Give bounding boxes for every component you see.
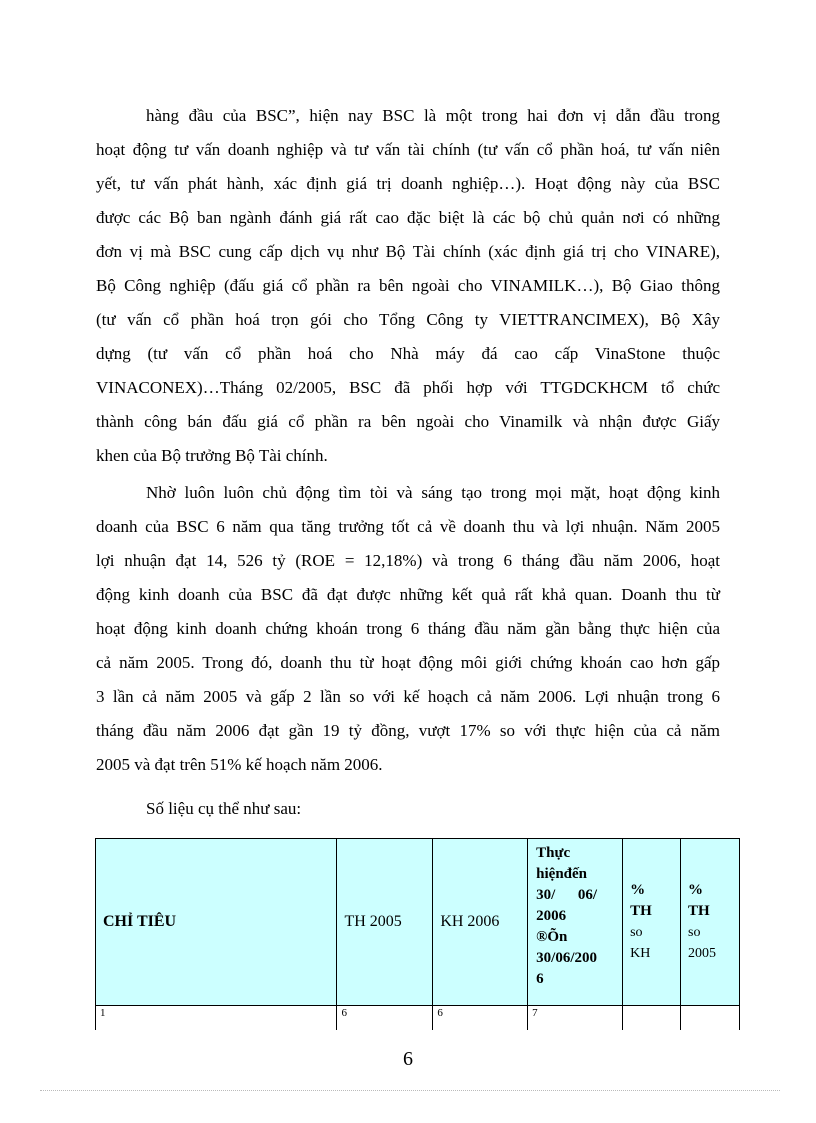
header-pct: % bbox=[630, 882, 646, 898]
table-cell: 7 bbox=[528, 1006, 623, 1031]
header-line: 30/ 06/ bbox=[536, 887, 597, 903]
text-line: dựng (tư vấn cổ phần hoá cho Nhà máy đá cao cấp VinaStone thuộc bbox=[96, 344, 720, 363]
text-line: hàng đầu của BSC”, hiện nay BSC là một trong hai đơn vị dẫn đầu trong bbox=[146, 106, 720, 125]
text-line: (tư vấn cổ phần hoá trọn gói cho Tổng Công ty VIETTRANCIMEX), Bộ Xây bbox=[96, 310, 720, 329]
table-cell bbox=[681, 1006, 740, 1031]
text-line: Bộ Công nghiệp (đấu giá cổ phần ra bên ngoài cho VINAMILK…), Bộ Giao thông bbox=[96, 276, 720, 295]
text-line: doanh của BSC 6 năm qua tăng trưởng tốt cả về doanh thu và lợi nhuận. Năm 2005 bbox=[96, 517, 720, 536]
table-cell: 1 bbox=[96, 1006, 337, 1031]
text-line: đơn vị mà BSC cung cấp dịch vụ như Bộ Tài chính (xác định giá trị cho VINARE), bbox=[96, 242, 720, 261]
text-line: tháng đầu năm 2006 đạt gần 19 tỷ đồng, vượt 17% so với thực hiện của cả năm bbox=[96, 721, 720, 740]
text-line: Nhờ luôn luôn chủ động tìm tòi và sáng tạo trong mọi mặt, hoạt động kinh bbox=[146, 483, 720, 502]
table-cell: 6 bbox=[337, 1006, 433, 1031]
header-th: TH bbox=[688, 903, 710, 919]
header-th: TH bbox=[630, 903, 652, 919]
data-table bbox=[95, 838, 740, 1030]
table-cell: 6 bbox=[433, 1006, 528, 1031]
header-line: ®Õn bbox=[536, 929, 568, 945]
text-line: 2005 và đạt trên 51% kế hoạch năm 2006. bbox=[96, 755, 383, 774]
header-so: so bbox=[630, 925, 643, 940]
header-pct-th-so-kh bbox=[623, 839, 681, 1006]
header-line: 30/06/200 bbox=[536, 950, 597, 966]
text-line: động kinh doanh của BSC đã đạt được những kết quả rất khả quan. Doanh thu từ bbox=[96, 585, 720, 604]
table-cell bbox=[623, 1006, 681, 1031]
header-line: 6 bbox=[536, 971, 544, 987]
text-line: lợi nhuận đạt 14, 526 tỷ (ROE = 12,18%) và trong 6 tháng đầu năm 2006, hoạt bbox=[96, 551, 720, 570]
text-line: được các Bộ ban ngành đánh giá rất cao đặc biệt là các bộ chủ quản nơi có những bbox=[96, 208, 720, 227]
text-line: 3 lần cả năm 2005 và gấp 2 lần so với kế hoạch cả năm 2006. Lợi nhuận trong 6 bbox=[96, 687, 720, 706]
header-th-2005: TH 2005 bbox=[337, 839, 433, 1006]
text-line: yết, tư vấn phát hành, xác định giá trị doanh nghiệp…). Hoạt động này của BSC bbox=[96, 174, 720, 193]
header-kh-2006: KH 2006 bbox=[433, 839, 528, 1006]
text-line: VINACONEX)…Tháng 02/2005, BSC đã phối hợp với TTGDCKHCM tổ chức bbox=[96, 378, 720, 397]
table-row bbox=[96, 1006, 740, 1031]
text-line: cả năm 2005. Trong đó, doanh thu từ hoạt động môi giới chứng khoán cao hơn gấp bbox=[96, 653, 720, 672]
text-line: hoạt động tư vấn doanh nghiệp và tư vấn tài chính (tư vấn cổ phần hoá, tư vấn niên bbox=[96, 140, 720, 159]
header-line: 2006 bbox=[536, 908, 567, 924]
header-pct-th-so-2005 bbox=[681, 839, 740, 1006]
header-so: so bbox=[688, 925, 701, 940]
header-kh: KH bbox=[630, 946, 651, 961]
table-header-row bbox=[96, 839, 740, 1006]
header-2005: 2005 bbox=[688, 946, 717, 961]
header-line: Thực bbox=[536, 845, 571, 861]
text-line: thành công bán đấu giá cổ phần ra bên ngoài cho Vinamilk và nhận được Giấy bbox=[96, 412, 720, 431]
text-line: khen của Bộ trưởng Bộ Tài chính. bbox=[96, 446, 328, 465]
header-line: hiệnđến bbox=[536, 866, 588, 882]
page-number: 6 bbox=[403, 1048, 413, 1070]
table-intro: Số liệu cụ thể như sau: bbox=[146, 799, 302, 818]
header-pct: % bbox=[688, 882, 704, 898]
header-chi-tieu: CHỈ TIÊU bbox=[96, 839, 337, 1006]
header-thuc-hien bbox=[528, 839, 623, 1006]
footer-divider bbox=[40, 1090, 780, 1091]
text-line: hoạt động kinh doanh chứng khoán trong 6 tháng đầu năm gần bằng thực hiện của bbox=[96, 619, 720, 638]
